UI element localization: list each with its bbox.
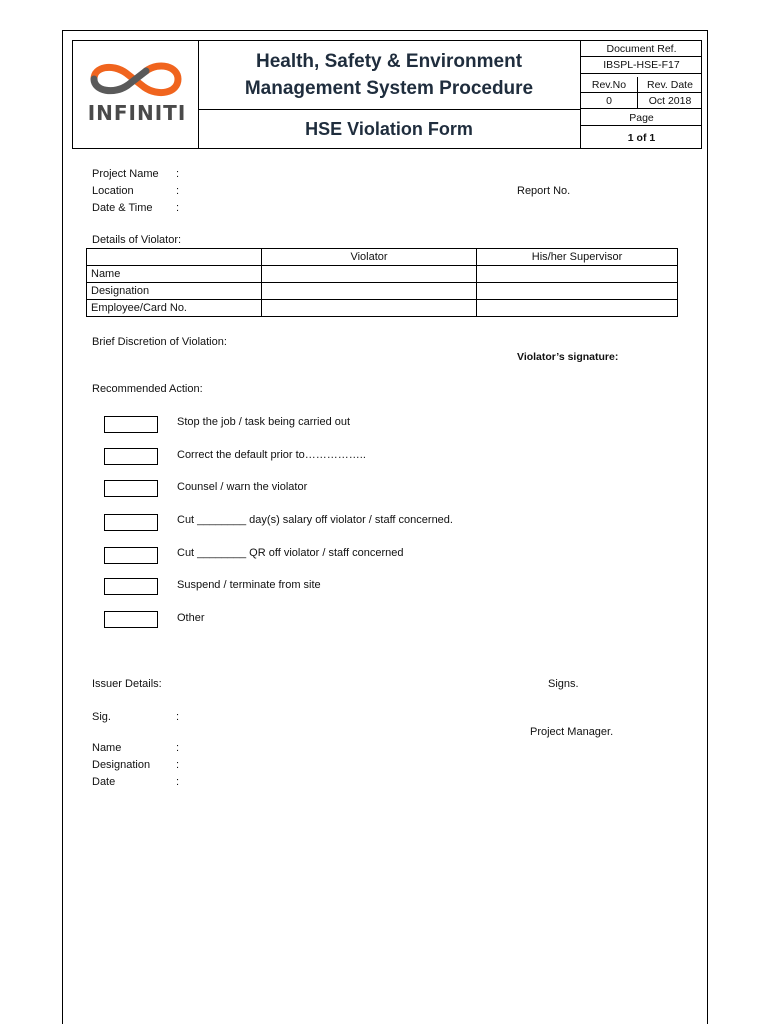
action-checkbox-correct[interactable] <box>104 448 158 465</box>
document-header <box>72 40 702 149</box>
page-label: Page <box>581 110 702 126</box>
supervisor-name-cell[interactable] <box>477 266 678 283</box>
violator-section-title: Details of Violator: <box>92 234 182 246</box>
colon: : <box>176 759 180 771</box>
project-manager-label: Project Manager. <box>530 726 614 738</box>
rev-no-value: 0 <box>581 93 638 109</box>
violation-description-label: Brief Discretion of Violation: <box>92 336 227 348</box>
table-row <box>87 283 678 300</box>
issuer-details-label: Issuer Details: <box>92 678 162 690</box>
table-row <box>87 300 678 317</box>
colon: : <box>176 711 180 723</box>
infiniti-logo-icon <box>74 49 197 109</box>
action-option-cut-qr: Cut ________ QR off violator / staff concerned <box>177 547 404 559</box>
document-meta <box>581 41 702 148</box>
colon: : <box>176 742 180 754</box>
violator-name-cell[interactable] <box>262 266 477 283</box>
title-line-1: Health, Safety & Environment <box>255 51 523 72</box>
doc-ref-label: Document Ref. <box>581 41 702 57</box>
rev-no-label: Rev.No <box>581 77 638 93</box>
table-header-cell: His/her Supervisor <box>477 249 678 266</box>
table-header-row <box>87 249 678 266</box>
logo-text: INFINITI <box>87 101 187 125</box>
issuer-date-label: Date <box>92 776 116 788</box>
action-option-correct: Correct the default prior to…………….. <box>177 449 366 461</box>
issuer-designation-label: Designation <box>92 759 151 771</box>
row-label: Name <box>87 266 262 283</box>
form-title: HSE Violation Form <box>198 110 581 148</box>
row-label: Designation <box>87 283 262 300</box>
location-label: Location <box>92 185 134 197</box>
recommended-action-label: Recommended Action: <box>92 383 203 395</box>
action-checkbox-counsel[interactable] <box>104 480 158 497</box>
table-header-cell: Violator <box>262 249 477 266</box>
action-option-other: Other <box>177 612 205 624</box>
date-time-label: Date & Time <box>92 202 153 214</box>
doc-ref-value: IBSPL-HSE-F17 <box>581 57 702 74</box>
row-label: Employee/Card No. <box>87 300 262 317</box>
action-option-stop: Stop the job / task being carried out <box>177 416 351 428</box>
colon: : <box>176 168 180 180</box>
sig-label: Sig. <box>92 711 111 723</box>
signs-label: Signs. <box>548 678 579 690</box>
report-no-label: Report No. <box>517 185 571 197</box>
violator-signature-label: Violator’s signature: <box>517 351 619 363</box>
project-name-label: Project Name <box>92 168 159 180</box>
action-checkbox-other[interactable] <box>104 611 158 628</box>
action-checkbox-cut-salary[interactable] <box>104 514 158 531</box>
issuer-name-label: Name <box>92 742 122 754</box>
action-checkbox-stop[interactable] <box>104 416 158 433</box>
violator-table <box>86 248 678 317</box>
colon: : <box>176 202 180 214</box>
supervisor-card-cell[interactable] <box>477 300 678 317</box>
rev-date-label: Rev. Date <box>638 77 702 93</box>
supervisor-designation-cell[interactable] <box>477 283 678 300</box>
action-checkbox-suspend[interactable] <box>104 578 158 595</box>
title-cell <box>198 41 581 110</box>
logo-cell <box>73 41 199 148</box>
rev-date-value: Oct 2018 <box>638 93 702 109</box>
violator-card-cell[interactable] <box>262 300 477 317</box>
action-option-counsel: Counsel / warn the violator <box>177 481 308 493</box>
page-value: 1 of 1 <box>627 132 656 144</box>
action-option-suspend: Suspend / terminate from site <box>177 579 321 591</box>
title-line-2: Management System Procedure <box>244 78 534 99</box>
action-option-cut-salary: Cut ________ day(s) salary off violator / staff concerned. <box>177 514 453 526</box>
colon: : <box>176 185 180 197</box>
colon: : <box>176 776 180 788</box>
table-header-cell <box>87 249 262 266</box>
table-row <box>87 266 678 283</box>
action-checkbox-cut-qr[interactable] <box>104 547 158 564</box>
page-frame <box>62 30 708 1024</box>
violator-designation-cell[interactable] <box>262 283 477 300</box>
